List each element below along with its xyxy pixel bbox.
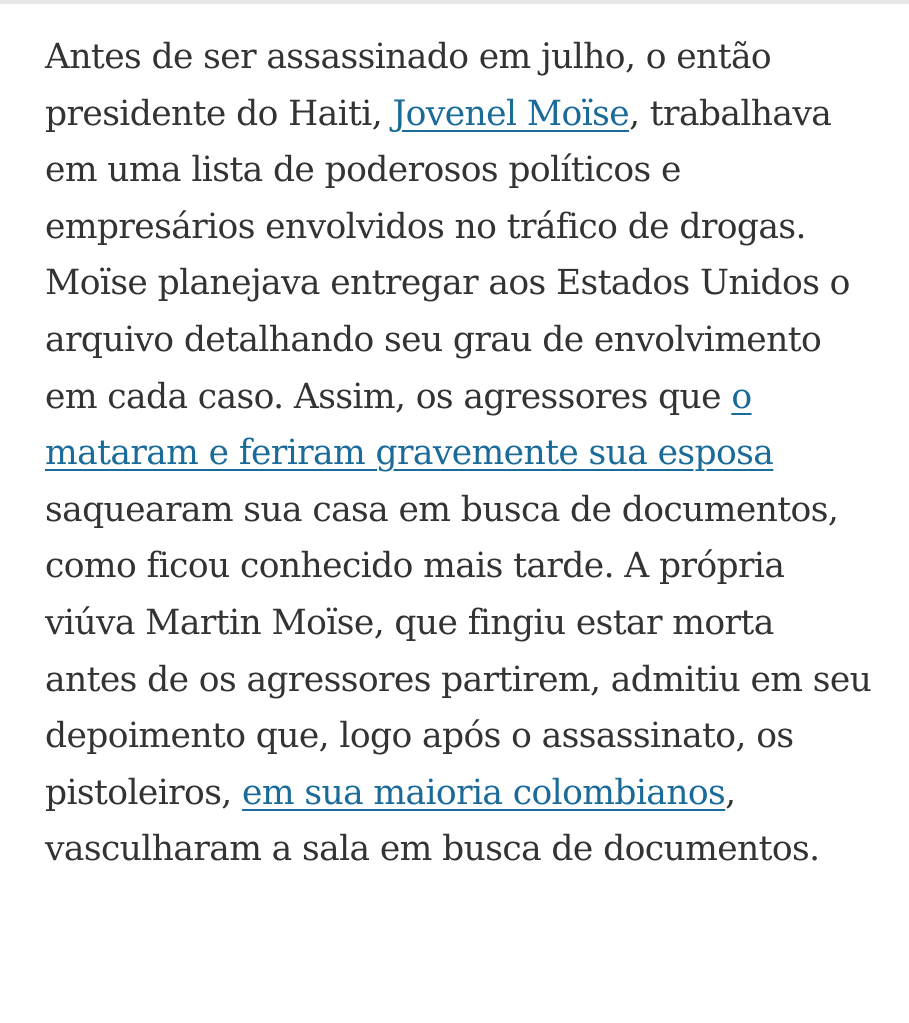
article-paragraph [45, 29, 875, 878]
link-jovenel-moise[interactable]: Jovenel Moïse [392, 93, 630, 134]
paragraph-text-3: saquearam sua casa em busca de documentos, como ficou conhecido mais tarde. A própria viúva Martin Moïse, que fingiu estar morta antes de os agressores partirem, admitiu em seu depoimento que, logo após o assassinato, os pistoleiros, [45, 489, 872, 813]
paragraph-text-4: , vasculharam a sala em busca de documentos. [45, 772, 820, 870]
link-assassination-article[interactable]: o mataram e feriram gravemente sua esposa [45, 376, 774, 474]
paragraph-text-2: , trabalhava em uma lista de poderosos políticos e empresários envolvidos no tráfico de drogas. Moïse planejava entregar aos Estados Unidos o arquivo detalhando seu grau de envolvimento em cada caso. Assim, os agressores que [45, 93, 850, 417]
link-colombian-gunmen[interactable]: em sua maioria colombianos [242, 772, 726, 813]
top-divider [0, 0, 909, 4]
paragraph-text-1: Antes de ser assassinado em julho, o então presidente do Haiti, [45, 37, 772, 134]
